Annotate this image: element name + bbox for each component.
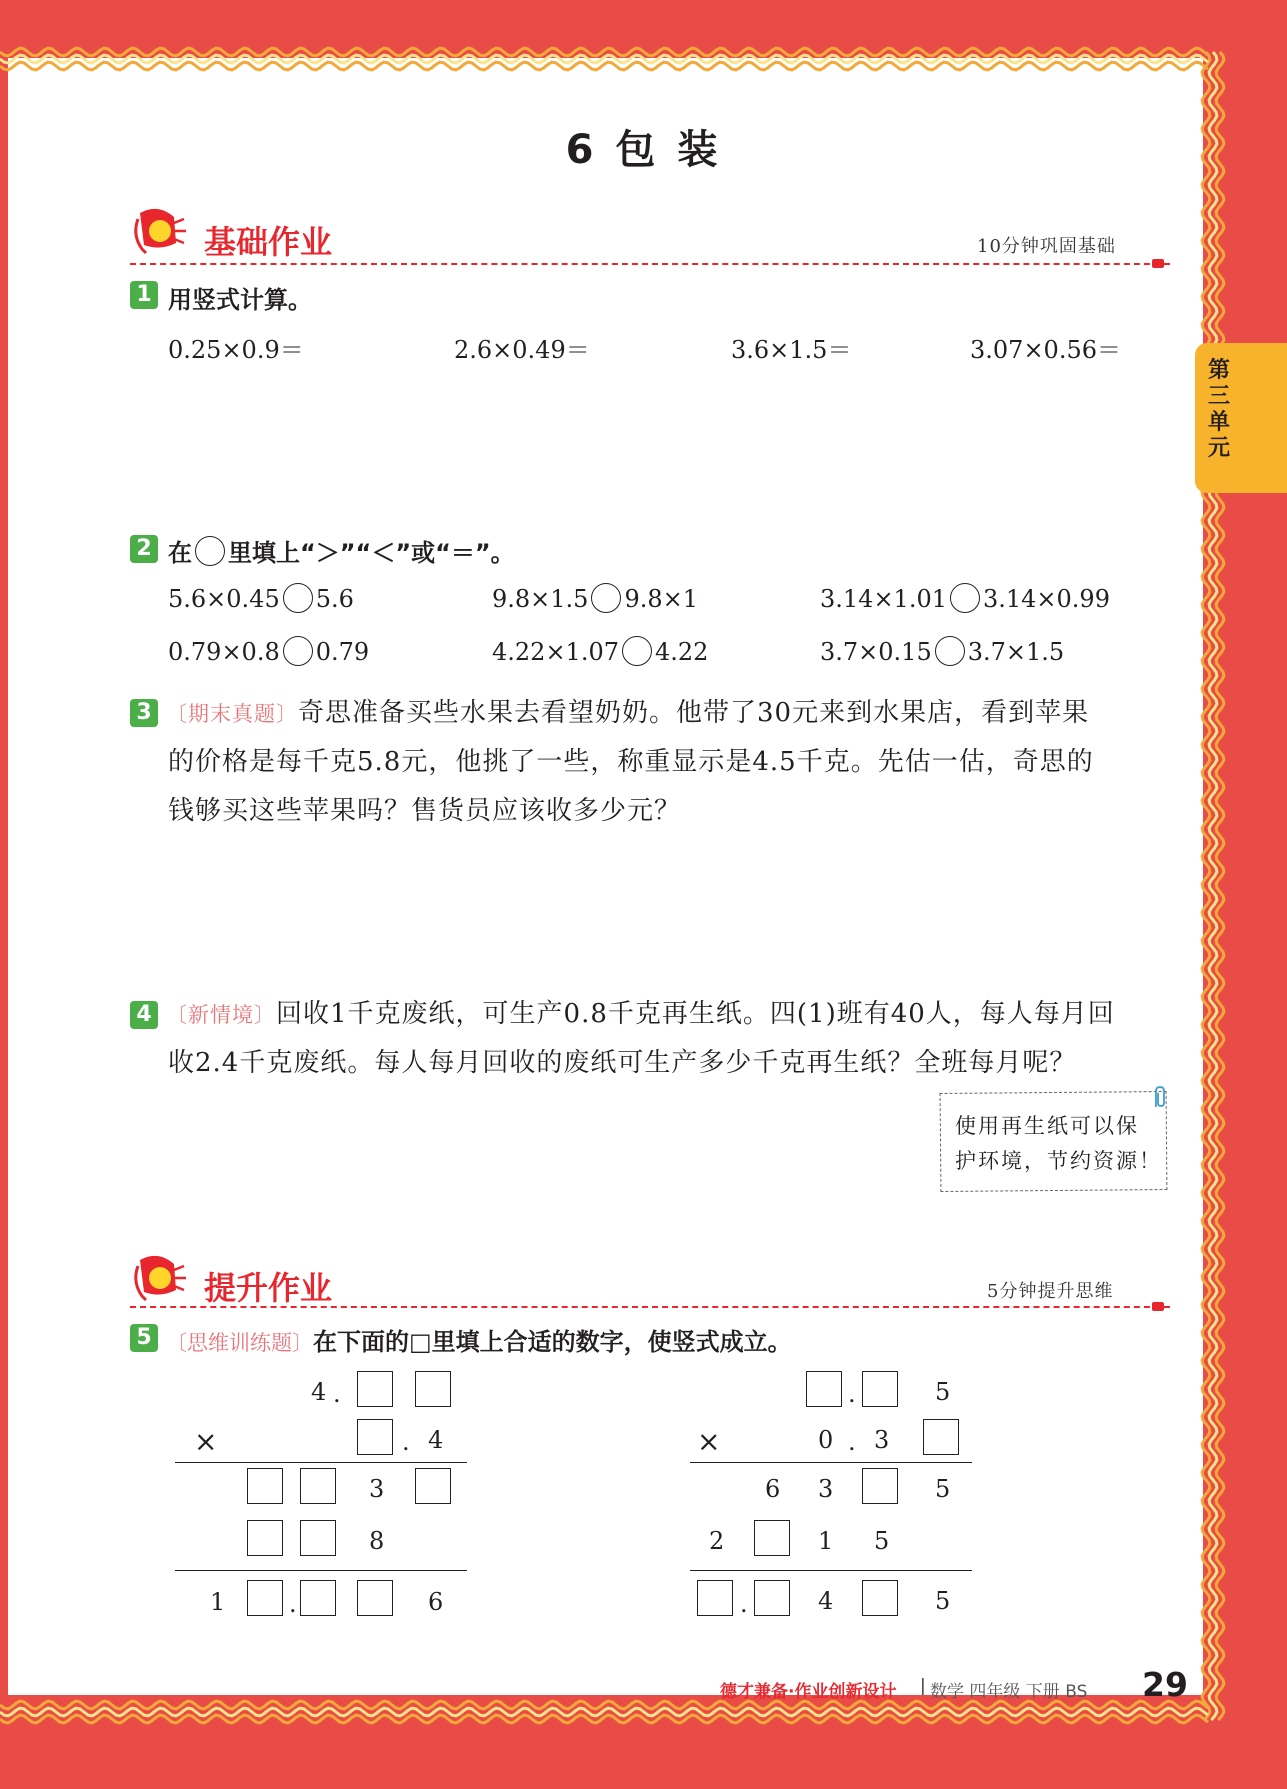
footer-info: 数学 四年级 下册 BS bbox=[930, 1682, 1088, 1702]
calc-line bbox=[175, 1462, 467, 1463]
q2-prompt: 在 里填上“＞”“＜”或“＝”。 bbox=[168, 533, 515, 569]
compare-blank[interactable] bbox=[950, 583, 980, 613]
digit: 4 bbox=[311, 1378, 327, 1406]
q1-prompt: 用竖式计算。 bbox=[168, 286, 312, 314]
decimal-point: . bbox=[848, 1380, 856, 1408]
digit: 5 bbox=[935, 1475, 951, 1503]
digit: 4 bbox=[428, 1426, 444, 1454]
calc-line bbox=[690, 1462, 972, 1463]
digit: 1 bbox=[210, 1588, 226, 1616]
q4-line-1: 〔新情境〕回收1千克废纸，可生产0.8千克再生纸。四(1)班有40人，每人每月回 bbox=[166, 999, 1115, 1029]
lamp-icon bbox=[130, 205, 188, 257]
multiply-sign: × bbox=[194, 1425, 218, 1458]
digit-blank[interactable] bbox=[357, 1419, 393, 1455]
section-title-basic: 基础作业 bbox=[204, 223, 333, 261]
digit: 4 bbox=[818, 1587, 834, 1615]
footer-separator: | bbox=[920, 1676, 926, 1696]
digit-blank[interactable] bbox=[697, 1580, 733, 1616]
multiply-sign: × bbox=[697, 1425, 721, 1458]
q3-line-3: 钱够买这些苹果吗？售货员应该收多少元？ bbox=[168, 796, 682, 826]
compare-blank[interactable] bbox=[935, 636, 965, 666]
q1-item-3: 3.6×1.5＝ bbox=[731, 336, 852, 364]
digit: 6 bbox=[765, 1475, 781, 1503]
compare-blank[interactable] bbox=[591, 583, 621, 613]
digit: 0 bbox=[818, 1426, 834, 1454]
q5-prompt: 〔思维训练题〕在下面的□里填上合适的数字，使竖式成立。 bbox=[166, 1328, 792, 1356]
border-wave bbox=[0, 1715, 1208, 1723]
digit: 3 bbox=[874, 1426, 890, 1454]
page-number: 29 bbox=[1142, 1665, 1188, 1704]
digit-blank[interactable] bbox=[754, 1580, 790, 1616]
q2-item: 3.7×0.15 3.7×1.5 bbox=[820, 638, 1064, 669]
q1-item-1: 0.25×0.9＝ bbox=[168, 336, 304, 364]
digit: 5 bbox=[935, 1587, 951, 1615]
calc-line bbox=[175, 1570, 467, 1571]
decimal-point: . bbox=[848, 1428, 856, 1456]
divider-end bbox=[1152, 259, 1164, 268]
q3-line-1: 〔期末真题〕奇思准备买些水果去看望奶奶。他带了30元来到水果店，看到苹果 bbox=[166, 698, 1090, 728]
tip-note bbox=[940, 1091, 1168, 1192]
tip-line-1: 使用再生纸可以保 bbox=[955, 1114, 1139, 1138]
q3-line-2: 的价格是每千克5.8元，他挑了一些，称重显示是4.5千克。先估一估，奇思的 bbox=[168, 747, 1094, 777]
compare-blank[interactable] bbox=[283, 583, 313, 613]
footer-series: 德才兼备·作业创新设计 bbox=[720, 1682, 897, 1702]
digit: 1 bbox=[818, 1527, 834, 1555]
q3-number: 3 bbox=[130, 699, 158, 727]
digit-blank[interactable] bbox=[300, 1580, 336, 1616]
section-divider bbox=[130, 1306, 1170, 1308]
digit: 6 bbox=[428, 1588, 444, 1616]
q2-item: 5.6×0.45 5.6 bbox=[168, 585, 354, 616]
decimal-point: . bbox=[740, 1590, 748, 1618]
q2-item: 3.14×1.01 3.14×0.99 bbox=[820, 585, 1110, 616]
compare-blank[interactable] bbox=[283, 636, 313, 666]
digit: 5 bbox=[935, 1378, 951, 1406]
divider-end bbox=[1152, 1302, 1164, 1311]
digit-blank[interactable] bbox=[247, 1468, 283, 1504]
section-divider bbox=[130, 263, 1170, 265]
digit-blank[interactable] bbox=[862, 1468, 898, 1504]
paperclip-icon bbox=[1150, 1085, 1170, 1111]
section-note-advanced: 5分钟提升思维 bbox=[987, 1281, 1114, 1302]
q2-item: 4.22×1.07 4.22 bbox=[492, 638, 708, 669]
section-title-advanced: 提升作业 bbox=[204, 1269, 333, 1307]
digit: 5 bbox=[874, 1527, 890, 1555]
digit: 2 bbox=[709, 1527, 725, 1555]
q4-number: 4 bbox=[130, 1001, 158, 1029]
decimal-point: . bbox=[402, 1428, 410, 1456]
decimal-point: . bbox=[333, 1380, 341, 1408]
q2-number: 2 bbox=[130, 535, 158, 563]
digit-blank[interactable] bbox=[415, 1468, 451, 1504]
digit-blank[interactable] bbox=[862, 1580, 898, 1616]
compare-blank[interactable] bbox=[622, 636, 652, 666]
digit: 8 bbox=[369, 1527, 385, 1555]
digit-blank[interactable] bbox=[754, 1520, 790, 1556]
decimal-point: . bbox=[289, 1590, 297, 1618]
digit-blank[interactable] bbox=[357, 1580, 393, 1616]
q2-item: 0.79×0.8 0.79 bbox=[168, 638, 369, 669]
section-note-basic: 10分钟巩固基础 bbox=[977, 236, 1116, 257]
digit-blank[interactable] bbox=[300, 1468, 336, 1504]
lamp-icon bbox=[130, 1252, 188, 1304]
digit-blank[interactable] bbox=[862, 1371, 898, 1407]
circle-blank-sample bbox=[195, 536, 225, 566]
border-wave bbox=[1216, 52, 1224, 1720]
digit-blank[interactable] bbox=[357, 1371, 393, 1407]
q5-number: 5 bbox=[130, 1324, 158, 1352]
digit-blank[interactable] bbox=[923, 1419, 959, 1455]
q2-item: 9.8×1.5 9.8×1 bbox=[492, 585, 698, 616]
digit: 3 bbox=[369, 1475, 385, 1503]
page-title: 6 包 装 bbox=[565, 127, 722, 173]
digit-blank[interactable] bbox=[247, 1520, 283, 1556]
q4-line-2: 收2.4千克废纸。每人每月回收的废纸可生产多少千克再生纸？全班每月呢？ bbox=[168, 1048, 1077, 1078]
q1-number: 1 bbox=[130, 281, 158, 309]
tip-line-2: 护环境，节约资源！ bbox=[955, 1149, 1162, 1173]
q1-item-4: 3.07×0.56＝ bbox=[970, 336, 1121, 364]
digit-blank[interactable] bbox=[300, 1520, 336, 1556]
digit: 3 bbox=[818, 1475, 834, 1503]
unit-tab-label: 第三单元 bbox=[1207, 358, 1230, 461]
digit-blank[interactable] bbox=[806, 1371, 842, 1407]
calc-line bbox=[690, 1570, 972, 1571]
digit-blank[interactable] bbox=[247, 1580, 283, 1616]
digit-blank[interactable] bbox=[415, 1371, 451, 1407]
q1-item-2: 2.6×0.49＝ bbox=[454, 336, 590, 364]
